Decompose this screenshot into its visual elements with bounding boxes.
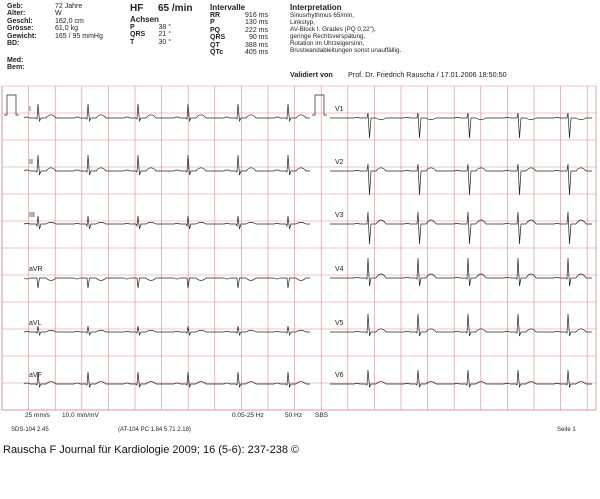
lead-label-i: I: [29, 106, 31, 113]
ecg-trace: [330, 314, 592, 336]
lead-label-avf: aVF: [29, 372, 42, 379]
ecg-trace: [330, 212, 592, 244]
citation: Rauscha F Journal für Kardiologie 2009; 16 (5-6): 237-238 ©: [3, 444, 300, 456]
ecg-trace: [330, 113, 592, 138]
axes-title: Achsen: [130, 15, 159, 24]
lead-label-ii: II: [29, 159, 33, 166]
field-label-geschl: Geschl:: [7, 17, 33, 25]
gain: 10,0 mm/mV: [62, 412, 99, 419]
hf-value: 65 /min: [158, 3, 193, 14]
interval-label-rr: RR: [210, 12, 221, 19]
field-value-groesse: 162,0 cm: [55, 17, 84, 25]
interval-value-qt: 388 ms: [245, 41, 268, 49]
lead-label-v5: V5: [335, 320, 344, 327]
interpretation-line: geringe Rechtsverspätung,: [290, 33, 366, 41]
lead-label-v1: V1: [335, 106, 344, 113]
interpretation-line: Linkstyp,: [290, 19, 315, 27]
ecg-trace: [24, 104, 310, 121]
validated-label: Validiert von: [290, 70, 333, 79]
ecg-trace: [24, 216, 310, 229]
ecg-trace: [330, 258, 592, 286]
field-label-bd: BD:: [7, 40, 20, 48]
interval-label-p: P: [210, 19, 215, 27]
axis-value-t: 30 °: [158, 38, 171, 46]
interval-value-p: 130 ms: [245, 19, 268, 27]
lead-label-v4: V4: [335, 266, 344, 273]
lead-label-v6: V6: [335, 372, 344, 379]
validated-value: Prof. Dr. Friedrich Rauscha / 17.01.2006 18:50:50: [348, 70, 507, 79]
interval-value-pq: 222 ms: [245, 26, 268, 34]
axis-label-qrs: QRS: [130, 31, 146, 39]
interval-label-qtc: QTc: [210, 49, 224, 57]
paper-speed: 25 mm/s: [25, 412, 50, 419]
lead-label-avr: aVR: [29, 266, 43, 273]
axis-label-t: T: [130, 38, 135, 46]
interval-label-qrs: QRS: [210, 34, 226, 42]
ecg-trace: [24, 155, 310, 175]
interval-value-qtc: 405 ms: [245, 49, 268, 57]
axis-value-qrs: 21 °: [158, 31, 171, 39]
calibration-pulse: [312, 95, 327, 115]
axis-value-p: 38 °: [158, 24, 171, 31]
interpretation-line: AV-Block I. Grades (PQ 0,22"),: [290, 26, 376, 34]
interpretation-line: Sinusrhythmus 65/min,: [290, 12, 355, 19]
ecg-trace: [24, 278, 310, 288]
calibration-pulse: [4, 95, 19, 115]
bem-label: Bem:: [7, 64, 25, 71]
med-label: Med:: [7, 57, 24, 64]
ecg-trace: [330, 370, 592, 387]
interpretation-line: Rotation im Uhrzeigersinn,: [290, 40, 365, 48]
field-value-alter: 72 Jahre: [55, 3, 83, 10]
field-value-geschl: W: [55, 10, 62, 18]
field-value-bd: 165 / 95 mmHg: [55, 32, 103, 40]
ecg-trace: [330, 164, 592, 195]
interval-value-rr: 916 ms: [245, 12, 268, 19]
sbs-label: SBS: [315, 412, 329, 419]
lead-label-iii: III: [29, 212, 35, 219]
ecg-trace: [24, 372, 310, 387]
interval-label-qt: QT: [210, 41, 220, 49]
ecg-trace: [24, 326, 310, 335]
ecg-traces: [4, 95, 592, 387]
interpretation-title: Interpretation: [290, 3, 342, 12]
hf-label: HF: [130, 3, 144, 14]
mains-filter: 50 Hz: [285, 412, 302, 419]
axis-label-p: P: [130, 24, 135, 31]
intervals-title: Intervalle: [210, 3, 246, 12]
field-label-groesse: Grösse:: [7, 25, 34, 33]
field-label-gewicht: Gewicht:: [7, 32, 37, 40]
field-label-alter: Alter:: [7, 10, 26, 18]
lead-label-v2: V2: [335, 159, 344, 166]
ecg-grid: [2, 86, 596, 410]
device-version: SDS-104 2.45: [11, 427, 49, 433]
filter: 0.05-25 Hz: [232, 412, 264, 419]
interval-label-pq: PQ: [210, 26, 221, 34]
interpretation-line: Brustwandableitungen sonst unauffällig.: [290, 47, 402, 55]
lead-label-avl: aVL: [29, 320, 42, 327]
page-number: Seite 1: [557, 427, 576, 433]
field-value-gewicht: 61,0 kg: [55, 25, 78, 33]
field-label-geb: Geb:: [7, 3, 23, 10]
pc-version: (AT-104 PC 1.84 5.71 2.18): [118, 427, 191, 433]
interval-value-qrs: 90 ms: [248, 34, 268, 42]
lead-label-v3: V3: [335, 212, 344, 219]
